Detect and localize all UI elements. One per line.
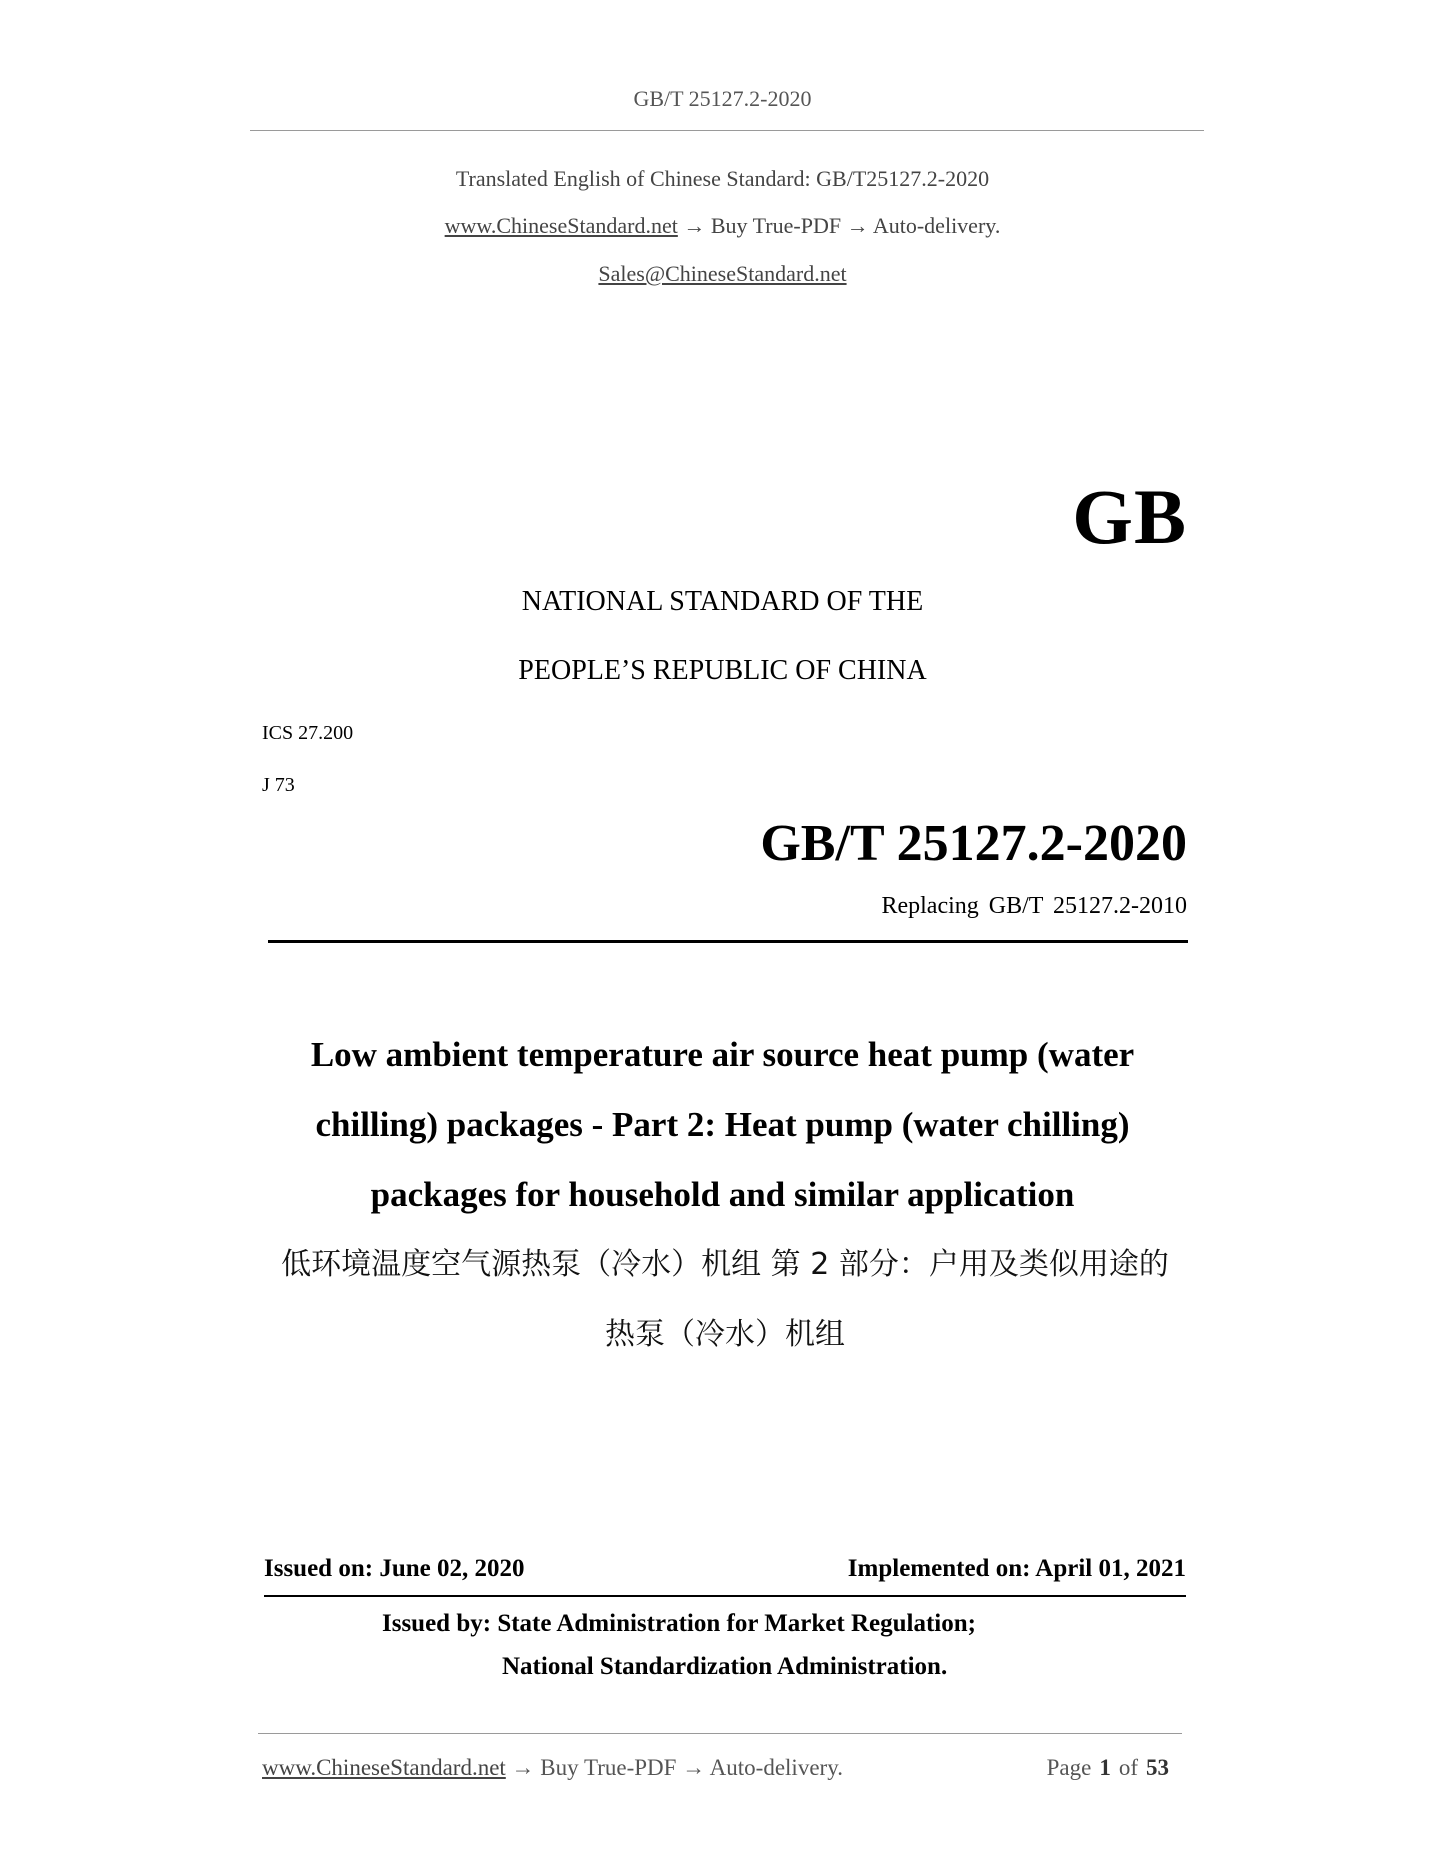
dates-divider — [264, 1595, 1186, 1597]
issued-by-line-1: Issued by: State Administration for Market Regulation; — [382, 1610, 976, 1637]
footer-purchase-line — [262, 1755, 843, 1781]
english-title — [220, 1020, 1225, 1230]
national-standard-line-2: PEOPLE’S REPUBLIC OF CHINA — [518, 655, 927, 686]
issued-on-date: Issued on: June 02, 2020 — [264, 1555, 525, 1582]
chinese-title-line-2: 热泵（冷水）机组 — [605, 1317, 845, 1352]
standard-number: GB/T 25127.2-2020 — [760, 815, 1187, 872]
implemented-on-date: Implemented on: April 01, 2021 — [847, 1555, 1186, 1582]
sales-email-link[interactable]: Sales@ChineseStandard.net — [598, 261, 847, 286]
page-label: Page — [1046, 1755, 1092, 1780]
header-divider — [250, 130, 1204, 131]
sales-line — [0, 261, 1445, 287]
translation-notice: Translated English of Chinese Standard: GB/T25127.2-2020 — [455, 166, 990, 191]
page-total: 53 — [1146, 1755, 1169, 1780]
footer-divider — [258, 1733, 1182, 1734]
j-code: J 73 — [262, 774, 295, 796]
delivery-text: Auto-delivery. — [872, 213, 1001, 238]
site-link[interactable]: www.ChineseStandard.net — [444, 213, 678, 238]
english-title-line-2: chilling) packages - Part 2: Heat pump (water chilling) — [315, 1105, 1130, 1144]
purchase-line — [0, 213, 1445, 239]
arrow-icon: → — [511, 1755, 535, 1780]
english-title-line-1: Low ambient temperature air source heat pump (water — [310, 1035, 1135, 1074]
footer-buy-text: Buy True-PDF — [540, 1755, 677, 1780]
page-indicator — [1047, 1755, 1177, 1781]
issued-by-line-2: National Standardization Administration. — [502, 1653, 948, 1680]
chinese-title — [250, 1230, 1200, 1370]
arrow-icon: → — [683, 213, 706, 238]
gb-mark: GB — [1072, 473, 1187, 560]
standard-divider — [268, 940, 1188, 943]
footer-delivery-text: Auto-delivery. — [709, 1755, 843, 1780]
ics-code: ICS 27.200 — [262, 722, 354, 744]
national-standard-line-1: NATIONAL STANDARD OF THE — [521, 586, 924, 617]
replacing-note: Replacing GB/T 25127.2-2010 — [881, 893, 1187, 919]
of-label: of — [1118, 1755, 1138, 1780]
chinese-title-line-1: 低环境温度空气源热泵（冷水）机组 第 2 部分：户用及类似用途的 — [281, 1247, 1169, 1282]
page-number: 1 — [1099, 1755, 1111, 1780]
running-header: GB/T 25127.2-2020 — [633, 86, 812, 111]
english-title-line-3: packages for household and similar application — [370, 1175, 1075, 1214]
arrow-icon: → — [846, 213, 869, 238]
buy-text: Buy True-PDF — [710, 213, 842, 238]
arrow-icon: → — [682, 1755, 706, 1780]
footer-site-link[interactable]: www.ChineseStandard.net — [262, 1755, 506, 1780]
